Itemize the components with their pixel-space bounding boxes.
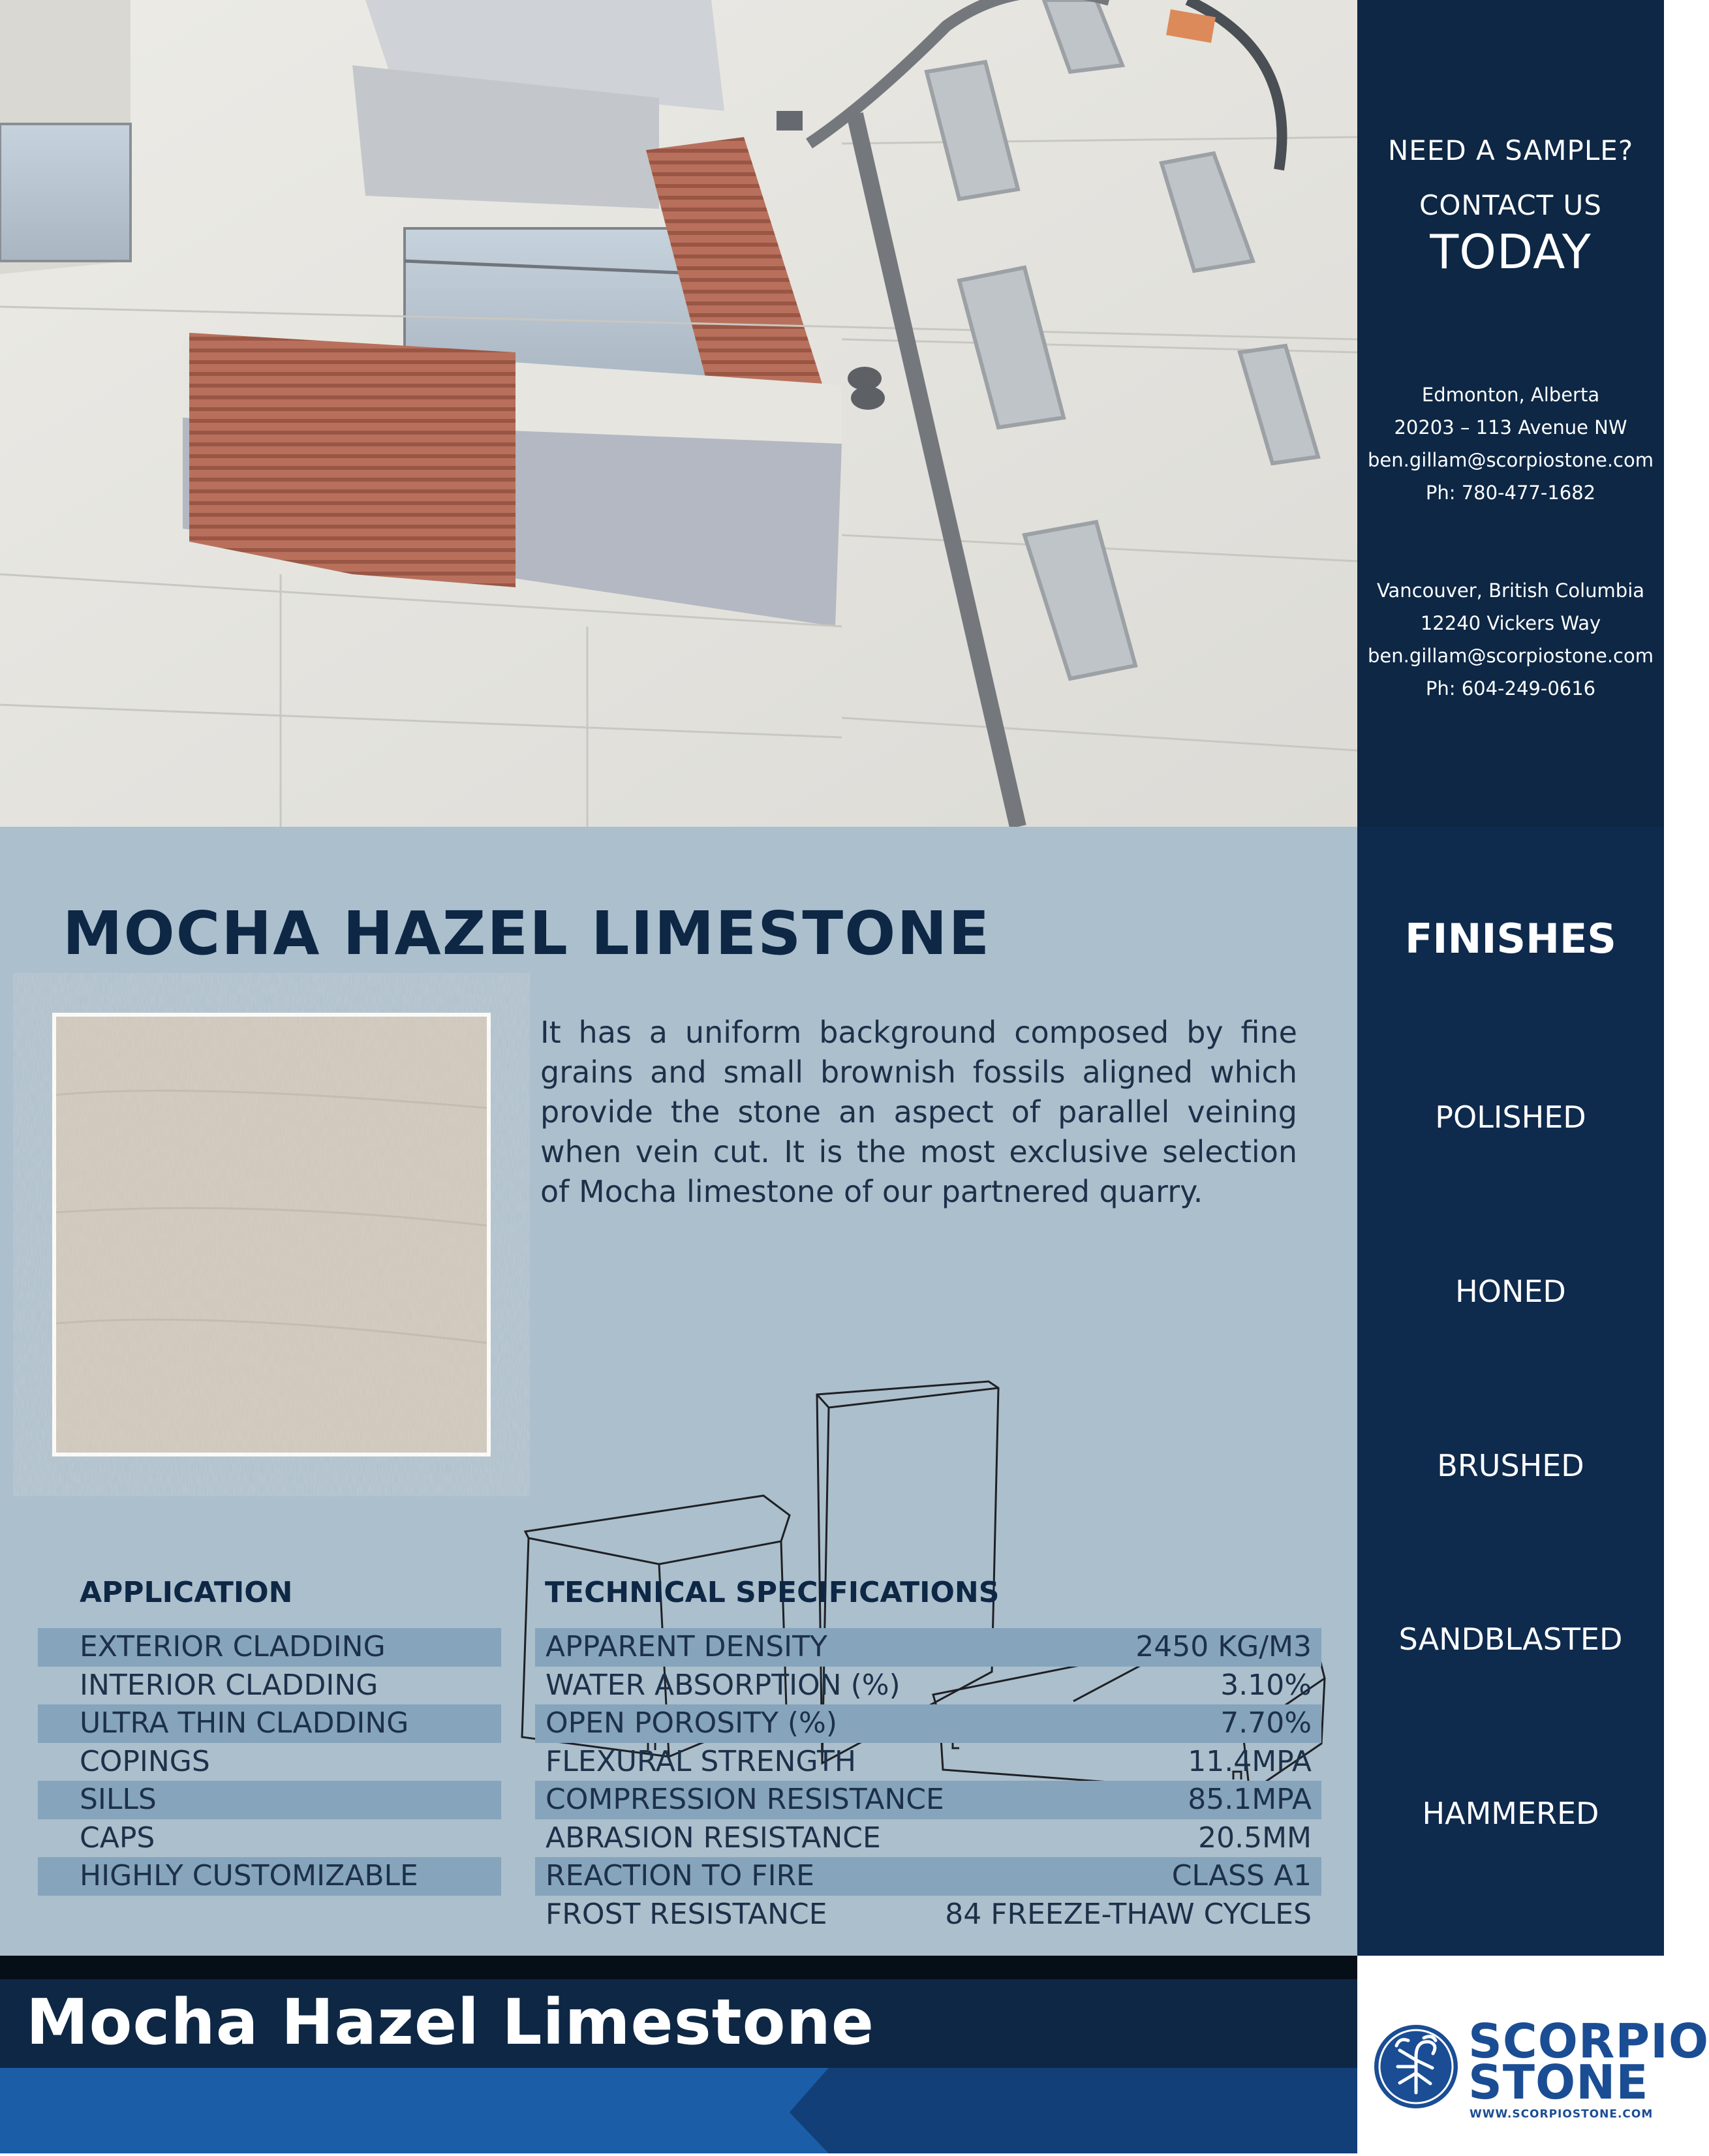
office-city: Edmonton, Alberta: [1421, 384, 1600, 406]
list-item: INTERIOR CLADDING: [80, 1668, 378, 1702]
product-info-section: [0, 827, 1357, 1956]
spec-value: 20.5MM: [1198, 1821, 1312, 1855]
office-phone: Ph: 604-249-0616: [1425, 677, 1596, 700]
spec-label: APPARENT DENSITY: [546, 1630, 827, 1663]
finish-honed: HONED: [1455, 1274, 1566, 1309]
office-edmonton: [1357, 378, 1664, 509]
list-item: CAPS: [80, 1821, 155, 1855]
list-item: ULTRA THIN CLADDING: [38, 1704, 501, 1743]
spec-value: CLASS A1: [1171, 1859, 1312, 1892]
finishes-heading: FINISHES: [1405, 915, 1616, 962]
list-item: EXTERIOR CLADDING: [38, 1628, 501, 1667]
application-heading: APPLICATION: [80, 1576, 293, 1609]
table-row: [535, 1704, 1321, 1743]
office-address: 20203 – 113 Avenue NW: [1394, 416, 1627, 439]
product-description: It has a uniform background composed by fine grains and small brownish fossils aligned which provide the stone an aspect of parallel veining when vein cut. It is the most exclusive selection of Mocha limestone of our partnered quarry.: [540, 1015, 1297, 1209]
logo-word-scorpio: SCORPIO: [1468, 2014, 1709, 2069]
hero-building-photo: [0, 0, 1357, 827]
spec-label: FROST RESISTANCE: [546, 1897, 827, 1931]
spec-label: FLEXURAL STRENGTH: [546, 1744, 856, 1778]
table-row: [535, 1896, 1321, 1934]
spec-value: 2450 KG/M3: [1135, 1630, 1312, 1663]
office-email[interactable]: ben.gillam@scorpiostone.com: [1368, 645, 1654, 667]
finishes-panel: [1357, 827, 1664, 1956]
scorpio-stone-logo: [1357, 1956, 1709, 2153]
spec-value: 7.70%: [1220, 1706, 1312, 1740]
list-item: COPINGS: [80, 1744, 210, 1778]
table-row: [535, 1857, 1321, 1896]
spec-value: 3.10%: [1220, 1668, 1312, 1702]
office-email[interactable]: ben.gillam@scorpiostone.com: [1368, 449, 1654, 471]
table-row: [535, 1628, 1321, 1667]
product-title: MOCHA HAZEL LIMESTONE: [63, 899, 991, 968]
table-row: [535, 1819, 1321, 1858]
finish-sandblasted: SANDBLASTED: [1398, 1622, 1623, 1657]
finish-hammered: HAMMERED: [1422, 1796, 1599, 1831]
spec-value: 85.1MPA: [1188, 1783, 1312, 1816]
stone-swatch-image: [52, 1013, 491, 1456]
office-address: 12240 Vickers Way: [1420, 612, 1601, 634]
spec-label: REACTION TO FIRE: [546, 1859, 814, 1892]
table-row: [535, 1743, 1321, 1781]
list-item: SILLS: [38, 1781, 501, 1819]
office-vancouver: [1357, 574, 1664, 705]
finish-brushed: BRUSHED: [1437, 1448, 1584, 1483]
table-row: [535, 1667, 1321, 1705]
contact-panel: [1357, 0, 1664, 827]
office-phone: Ph: 780-477-1682: [1425, 482, 1596, 504]
spec-value: 11.4MPA: [1188, 1744, 1312, 1778]
spec-value: 84 FREEZE-THAW CYCLES: [945, 1897, 1312, 1931]
today-text: TODAY: [1430, 224, 1592, 279]
logo-website-url[interactable]: WWW.SCORPIOSTONE.COM: [1470, 2108, 1654, 2121]
technical-specifications-table: [535, 1628, 1321, 1933]
scorpion-emblem-icon: [1370, 2021, 1462, 2112]
spec-label: ABRASION RESISTANCE: [546, 1821, 881, 1855]
footer-title: Mocha Hazel Limestone: [26, 1986, 875, 2059]
application-list: [38, 1628, 501, 1896]
spec-label: COMPRESSION RESISTANCE: [546, 1783, 944, 1816]
spec-label: OPEN POROSITY (%): [546, 1706, 838, 1740]
list-item: HIGHLY CUSTOMIZABLE: [38, 1857, 501, 1896]
footer-banner: [0, 1956, 1357, 2153]
logo-word-stone: STONE: [1468, 2055, 1649, 2110]
finish-polished: POLISHED: [1435, 1100, 1586, 1135]
sample-call-to-action: [1357, 131, 1664, 278]
spec-label: WATER ABSORPTION (%): [546, 1668, 901, 1702]
contact-us-text: CONTACT US: [1419, 189, 1602, 221]
need-sample-text: NEED A SAMPLE?: [1387, 134, 1634, 166]
table-row: [535, 1781, 1321, 1819]
technical-specifications-heading: TECHNICAL SPECIFICATIONS: [545, 1576, 1000, 1609]
office-city: Vancouver, British Columbia: [1376, 579, 1645, 602]
